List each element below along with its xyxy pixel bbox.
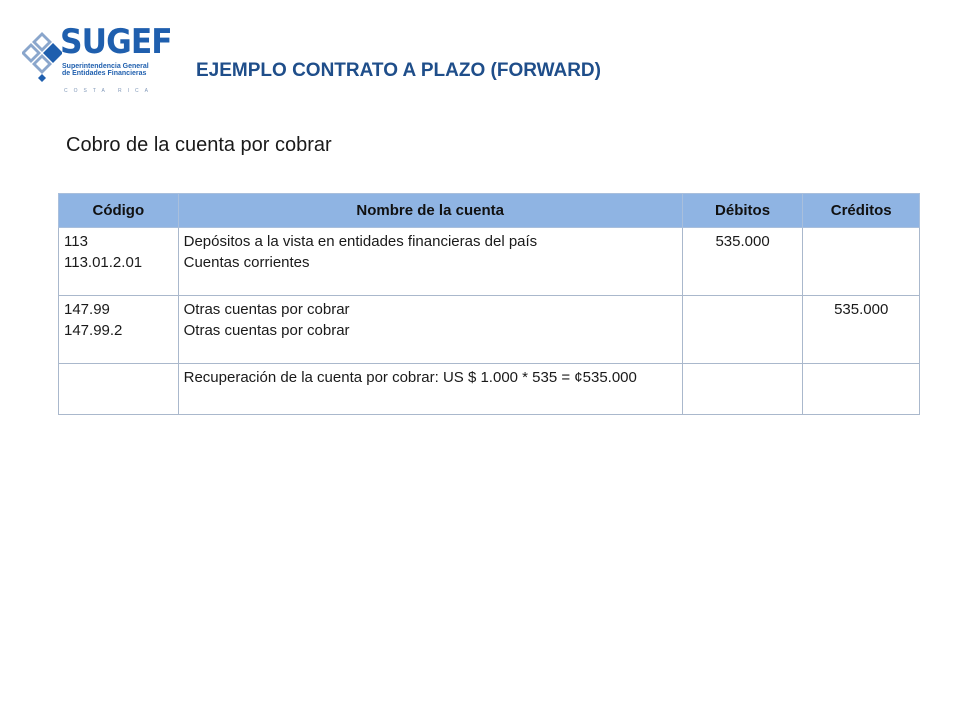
table-row [59, 364, 920, 415]
cell-code [59, 296, 179, 364]
logo-country: COSTA RICA [64, 88, 154, 94]
table-header-row [59, 194, 920, 228]
cell-code [59, 228, 179, 296]
cell-debit: 535.000 [682, 228, 803, 296]
cell-code [59, 364, 179, 415]
logo-subtitle-line-2: de Entidades Financieras [62, 70, 147, 77]
account-name: Cuentas corrientes [183, 254, 310, 271]
cell-account-name [178, 364, 682, 415]
page-title: EJEMPLO CONTRATO A PLAZO (FORWARD) [196, 60, 601, 81]
entry-description: Recuperación de la cuenta por cobrar: US $ 1.000 * 535 = ¢535.000 [183, 369, 637, 386]
section-subtitle: Cobro de la cuenta por cobrar [66, 134, 332, 156]
cell-account-name [178, 296, 682, 364]
sugef-diamond-logo-icon [22, 30, 62, 82]
logo-subtitle [62, 63, 149, 77]
cell-account-name [178, 228, 682, 296]
account-code: 113.01.2.01 [64, 254, 143, 271]
cell-credit: 535.000 [803, 296, 920, 364]
table-row [59, 228, 920, 296]
column-header-credits: Créditos [803, 194, 920, 228]
account-code: 147.99.2 [64, 322, 123, 339]
account-name: Depósitos a la vista en entidades financieras del país [183, 233, 538, 250]
cell-credit [803, 364, 920, 415]
cell-debit [682, 364, 803, 415]
logo-wordmark: SUGEF [60, 22, 172, 62]
account-code: 113 [64, 233, 88, 250]
logo-subtitle-line-1: Superintendencia General [62, 63, 149, 70]
cell-credit [803, 228, 920, 296]
account-code: 147.99 [64, 301, 110, 318]
account-name: Otras cuentas por cobrar [183, 322, 350, 339]
journal-entry-table [58, 193, 920, 415]
column-header-account-name: Nombre de la cuenta [178, 194, 682, 228]
account-name: Otras cuentas por cobrar [183, 301, 350, 318]
sugef-logo [22, 22, 172, 104]
column-header-debits: Débitos [682, 194, 803, 228]
cell-debit [682, 296, 803, 364]
column-header-code: Código [59, 194, 179, 228]
table-row [59, 296, 920, 364]
